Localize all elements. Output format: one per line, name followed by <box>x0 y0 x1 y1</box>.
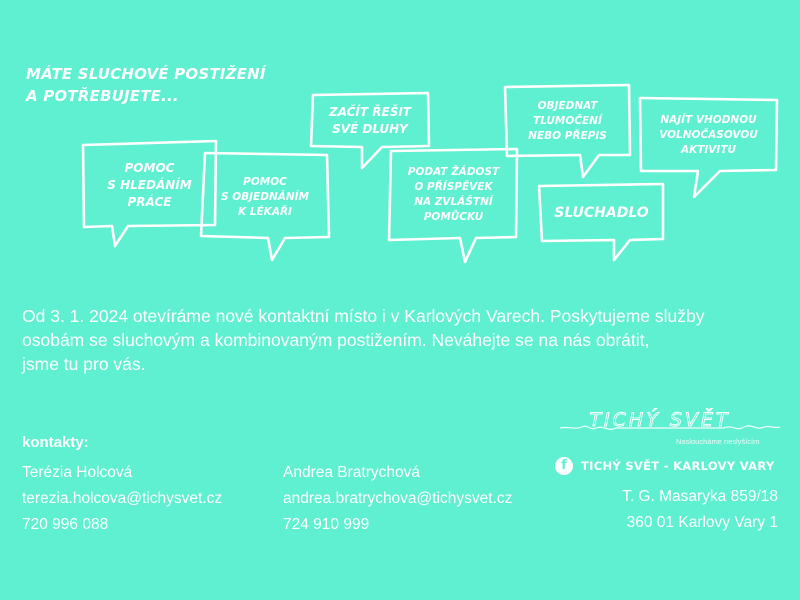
headline-line-1: MÁTE SLUCHOVÉ POSTIŽENÍ <box>26 65 266 83</box>
contacts-title: kontakty: <box>22 434 89 451</box>
bubble-text-6 <box>540 187 663 239</box>
bubble-text-7 <box>641 101 776 170</box>
bubble-6-line-1: SLUCHADLO <box>554 204 649 221</box>
bubble-2-line-2: S OBJEDNÁNÍM <box>221 190 309 203</box>
bubble-3-line-2: SVÉ DLUHY <box>332 122 408 136</box>
bubble-4-line-2: O PŘÍSPĚVEK <box>414 181 493 193</box>
bubble-7-line-2: VOLNOČASOVOU <box>659 129 758 141</box>
bubble-5-line-1: OBJEDNAT <box>537 99 598 112</box>
contact-2-phone[interactable]: 724 910 999 <box>283 516 370 533</box>
bubble-text-3 <box>312 96 428 146</box>
bubble-7-line-3: AKTIVITU <box>680 144 737 156</box>
intro-line-2: osobám se sluchovým a kombinovaným postižením. Neváhejte se na nás obrátit, <box>22 330 650 350</box>
contact-card-1 <box>22 460 222 538</box>
facebook-icon: f <box>555 457 573 475</box>
facebook-link[interactable] <box>555 457 775 475</box>
contact-1-phone[interactable]: 720 996 088 <box>22 516 109 533</box>
bubble-5-line-3: NEBO PŘEPIS <box>528 129 607 142</box>
bubble-text-1 <box>84 144 215 226</box>
bubble-text-5 <box>506 88 629 154</box>
bubble-3-line-1: ZAČÍT ŘEŠIT <box>329 105 411 119</box>
facebook-label[interactable]: TICHÝ SVĚT - KARLOVY VARY <box>581 459 775 473</box>
address-line-2: 360 01 Karlovy Vary 1 <box>626 514 778 531</box>
logo-tagline: Nasloucháme neslyšícím <box>676 437 760 446</box>
intro-paragraph <box>22 304 792 376</box>
address-line-1: T. G. Masaryka 859/18 <box>622 488 778 505</box>
contact-2-email[interactable]: andrea.bratrychova@tichysvet.cz <box>283 490 513 507</box>
bubble-text-2 <box>203 157 327 237</box>
bubble-5-line-2: TLUMOČENÍ <box>533 114 602 127</box>
contact-1-name: Terézia Holcová <box>22 464 133 481</box>
bubble-1-line-1: POMOC <box>124 160 175 175</box>
intro-line-1: Od 3. 1. 2024 otevíráme nové kontaktní místo i v Karlových Varech. Poskytujeme služby <box>22 306 705 326</box>
contact-1-email[interactable]: terezia.holcova@tichysvet.cz <box>22 490 223 507</box>
bubble-text-4 <box>391 153 516 237</box>
bubble-7-line-1: NAJÍT VHODNOU <box>660 114 757 126</box>
bubble-4-line-1: PODAT ŽÁDOST <box>407 166 500 178</box>
bubble-2-line-3: K LÉKAŘI <box>238 205 292 218</box>
bubble-4-line-4: POMŮCKU <box>423 211 484 223</box>
bubble-4-line-3: NA ZVLÁŠTNÍ <box>414 196 493 208</box>
headline-line-2: A POTŘEBUJETE... <box>26 87 179 105</box>
bubble-1-line-2: S HLEDÁNÍM <box>107 177 192 192</box>
logo-text: TICHÝ SVĚT <box>589 409 731 431</box>
contact-2-name: Andrea Bratrychová <box>283 464 420 481</box>
address <box>622 484 778 536</box>
intro-line-3: jsme tu pro vás. <box>22 354 146 374</box>
bubble-2-line-1: POMOC <box>243 175 287 188</box>
contact-card-2 <box>283 460 512 538</box>
bubble-1-line-3: PRÁCE <box>127 194 172 209</box>
